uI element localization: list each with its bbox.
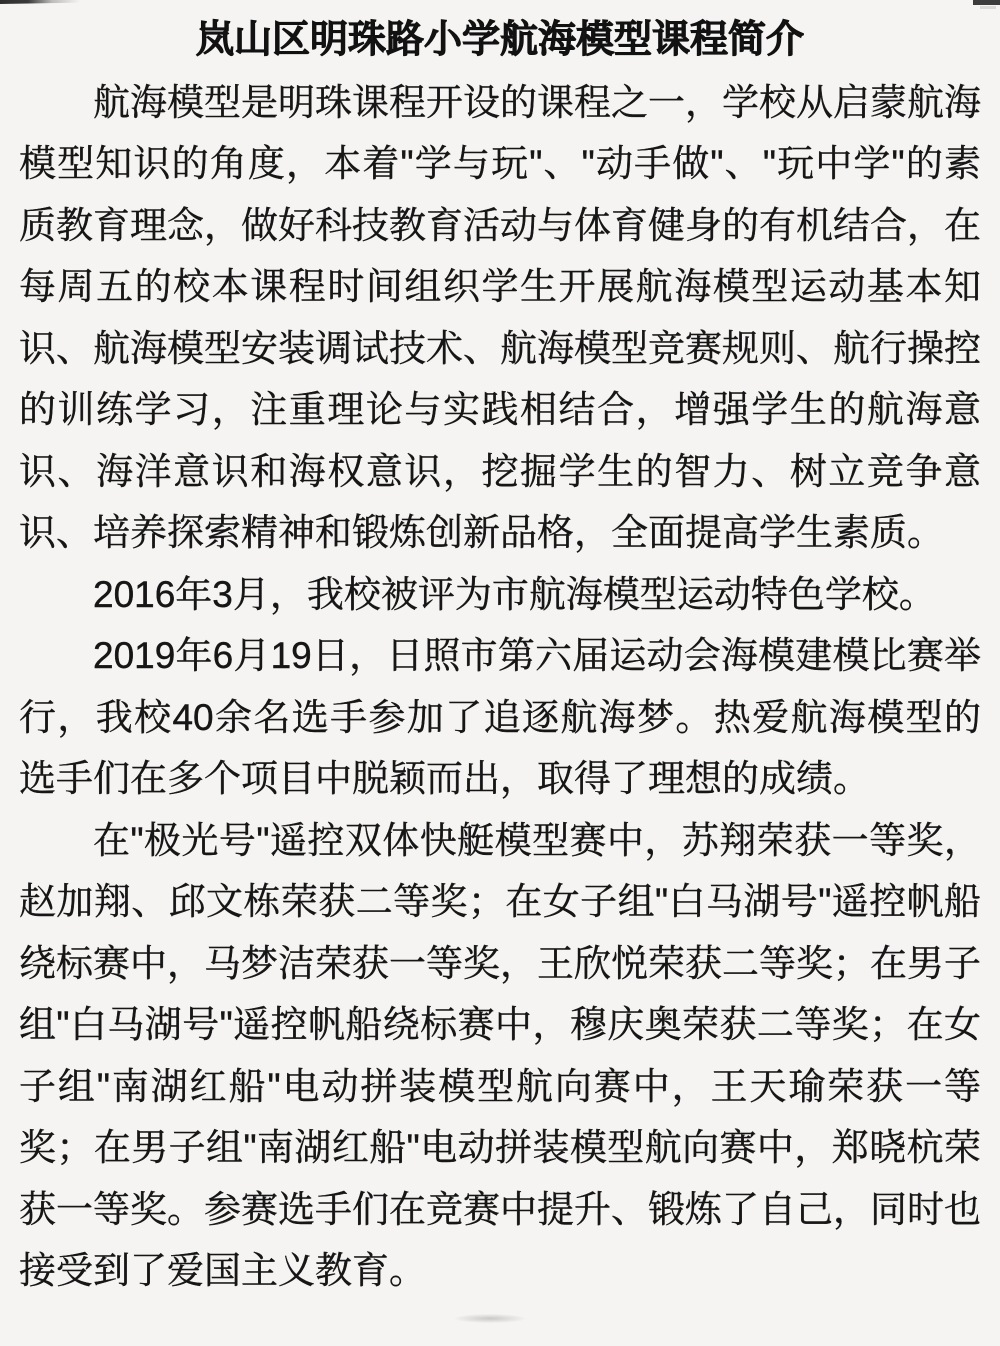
paragraph-2019-competition: 2019年6月19日，日照市第六届运动会海模建模比赛举行，我校40余名选手参加了追逐航海梦。热爱航海模型的选手们在多个项目中脱颖而出，取得了理想的成绩。 xyxy=(19,635,981,799)
paragraph-2016-award: 2016年3月，我校被评为市航海模型运动特色学校。 xyxy=(93,573,936,615)
scan-artifact-top-left xyxy=(0,0,80,4)
document-title: 岚山区明珠路小学航海模型课程简介 xyxy=(195,19,804,61)
paragraph-competition-results: 在"极光号"遥控双体快艇模型赛中，苏翔荣获一等奖，赵加翔、邱文栋荣获二等奖；在女子组"白马湖号"遥控帆船绕标赛中，马梦洁荣获一等奖，王欣悦荣获二等奖；在男子组"白马湖号"遥控帆船绕标赛中，穆庆奥荣获二等奖；在女子组"南湖红船"电动拼装模型航向赛中，王天瑜荣获一等奖；在男子组"南湖红船"电动拼装模型航向赛中，郑晓杭荣获一等奖。参赛选手们在竞赛中提升、锻炼了自己，同时也接受到了爱国主义教育。 xyxy=(19,819,981,1291)
scan-artifact-top-right xyxy=(973,0,1000,5)
scan-smudge-bottom xyxy=(455,1314,525,1323)
paragraph-course-intro: 航海模型是明珠课程开设的课程之一，学校从启蒙航海模型知识的角度，本着"学与玩"、"动手做"、"玩中学"的素质教育理念，做好科技教育活动与体育健身的有机结合，在每周五的校本课程时间组织学生开展航海模型运动基本知识、航海模型安装调试技术、航海模型竞赛规则、航行操控的训练学习，注重理论与实践相结合，增强学生的航海意识、海洋意识和海权意识，挖掘学生的智力、树立竞争意识、培养探索精神和锻炼创新品格，全面提高学生素质。 xyxy=(19,81,981,553)
